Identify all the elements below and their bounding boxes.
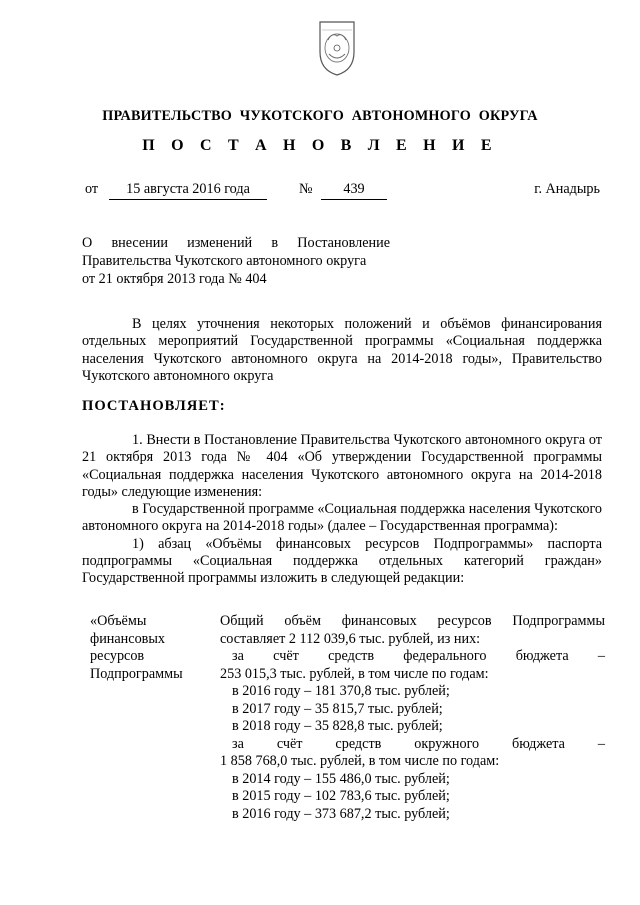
subject-line: Правительства Чукотского автономного округа: [82, 253, 367, 269]
date-prefix: от: [85, 181, 99, 197]
document-number: 439: [321, 181, 387, 200]
clause-paragraph: 1. Внести в Постановление Правительства Чукотского автономного округа от 21 октября 2013 года № 404 «Об утверждении Государственной программы «Социальная поддержка населения Чукотского автономного округа на 2014-2018 годы» следующие изменения:: [82, 432, 602, 500]
total-amount-line: составляет 2 112 039,6 тыс. рублей, из них:: [220, 630, 481, 647]
subject-line: О внесении изменений в Постановление: [82, 235, 390, 251]
table-label-cell: «Объёмы финансовых ресурсов Подпрограммы: [90, 613, 183, 682]
document-meta-row: [85, 181, 600, 201]
document-date: 15 августа 2016 года: [109, 181, 267, 200]
organization-title: ПРАВИТЕЛЬСТВО ЧУКОТСКОГО АВТОНОМНОГО ОКРУГА: [102, 108, 538, 124]
clause-paragraph: в Государственной программе «Социальная поддержка населения Чукотского автономного округа на 2014-2018 годы» (далее – Государственная программа):: [82, 501, 602, 535]
document-subject: [82, 234, 390, 288]
resolves-heading: ПОСТАНОВЛЯЕТ:: [82, 398, 226, 414]
document-type-title: П О С Т А Н О В Л Е Н И Е: [142, 137, 498, 154]
clause-paragraph: 1) абзац «Объёмы финансовых ресурсов Подпрограммы» паспорта подпрограммы «Социальная поддержка отдельных категорий граждан» Государственной программы изложить в следующей редакции:: [82, 535, 602, 587]
preamble: [82, 316, 602, 385]
district-budget-line: за счёт средств окружного бюджета –: [232, 735, 605, 752]
city-name: г. Анадырь: [534, 181, 600, 197]
district-year-line: в 2014 году – 155 486,0 тыс. рублей;: [232, 770, 450, 787]
federal-year-line: в 2017 году – 35 815,7 тыс. рублей;: [232, 700, 443, 717]
district-budget-line: 1 858 768,0 тыс. рублей, в том числе по годам:: [220, 753, 500, 769]
district-year-line: в 2015 году – 102 783,6 тыс. рублей;: [232, 788, 450, 804]
district-year-line: в 2016 году – 373 687,2 тыс. рублей;: [232, 805, 450, 822]
preamble-text: В целях уточнения некоторых положений и объёмов финансирования отдельных мероприятий Государственной программы «Социальная поддержка населения Чукотского автономного округа на 2014-2018 годы», Правительство Чукотского автономного округа: [82, 316, 602, 384]
federal-budget-line: 253 015,3 тыс. рублей, в том числе по годам:: [220, 665, 489, 682]
federal-year-line: в 2018 году – 35 828,8 тыс. рублей;: [232, 718, 443, 734]
subject-line: от 21 октября 2013 года № 404: [82, 271, 267, 287]
clauses: [82, 432, 602, 588]
total-amount-line: Общий объём финансовых ресурсов Подпрограммы: [220, 613, 605, 629]
coat-of-arms-emblem: [314, 18, 360, 78]
federal-year-line: в 2016 году – 181 370,8 тыс. рублей;: [232, 683, 450, 699]
table-value-cell: [220, 613, 605, 823]
federal-budget-line: за счёт средств федерального бюджета –: [232, 648, 605, 664]
number-label: №: [299, 181, 313, 197]
